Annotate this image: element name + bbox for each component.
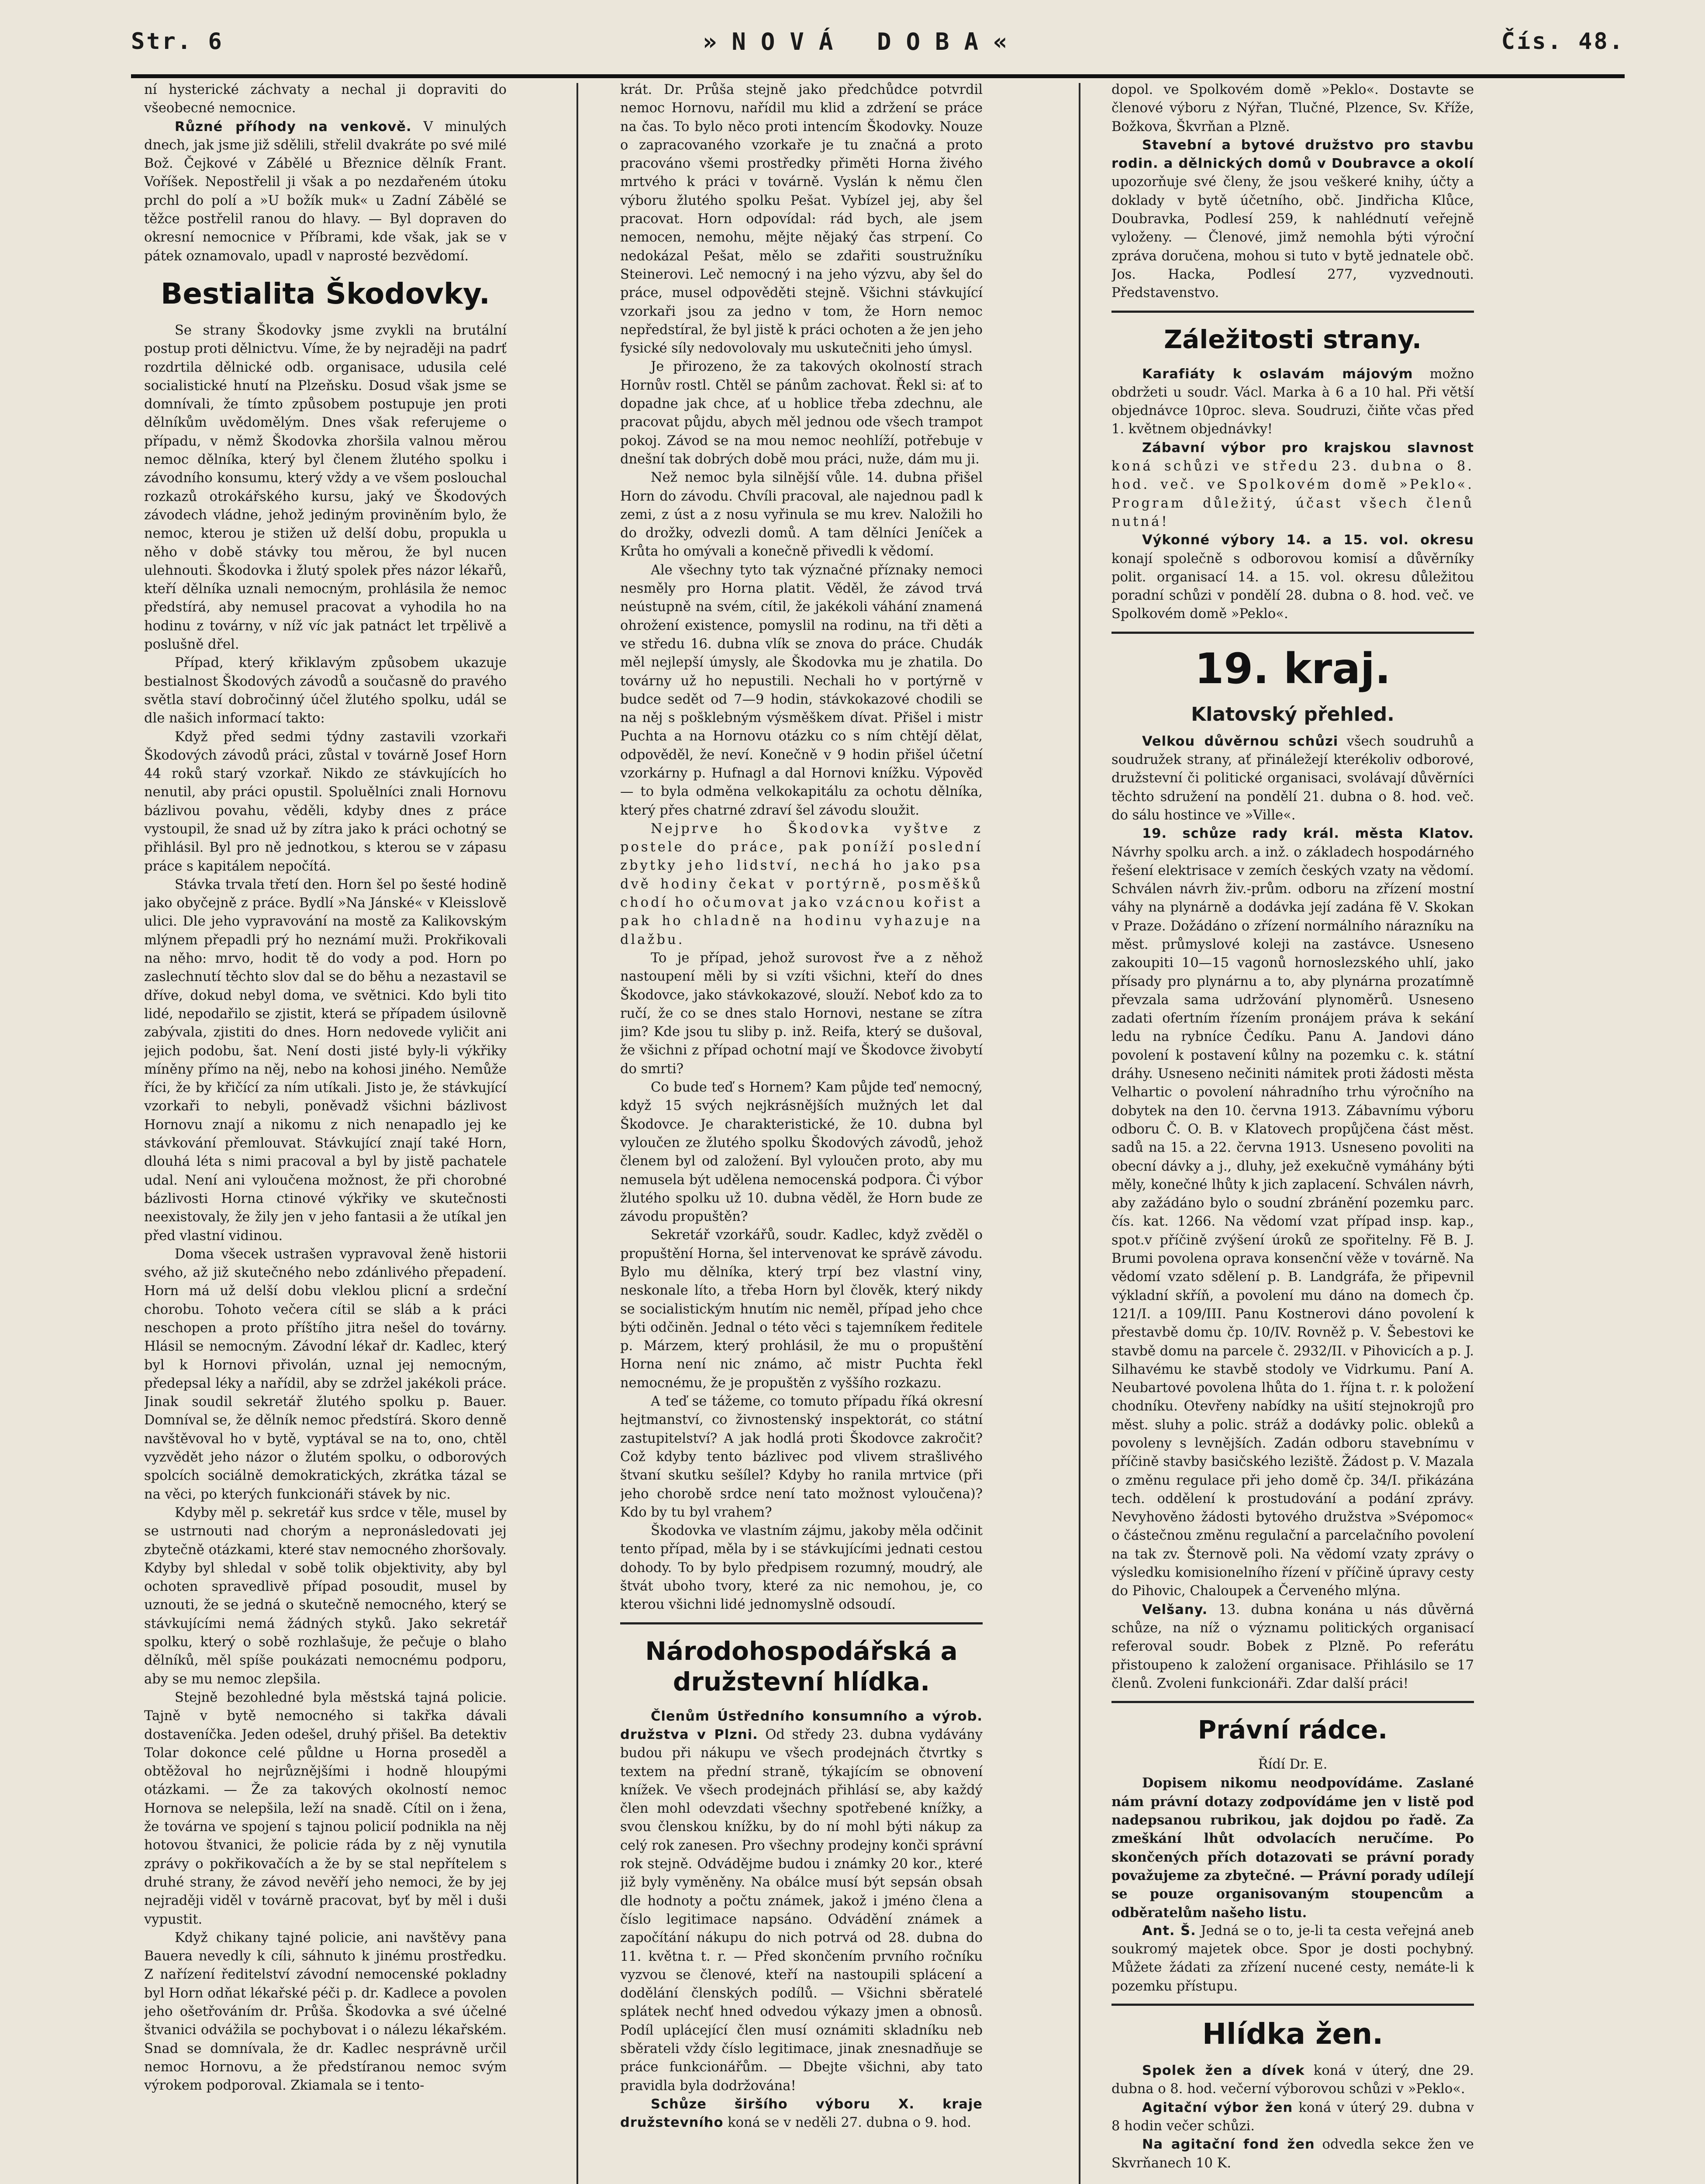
news-item bbox=[1111, 1601, 1474, 1693]
newspaper-title: »NOVÁ DOBA« bbox=[702, 28, 1022, 55]
section-headline: 19. kraj. bbox=[1194, 644, 1391, 693]
item-lead: Stavební a bytové družstvo pro stavbu rodin. a dělnických domů v Doubravce a okolí bbox=[1111, 137, 1474, 172]
issue-number: Čís. 48. bbox=[1501, 28, 1625, 55]
item-text: upozorňuje své členy, že jsou veškeré knihy, účty a doklady v bytě účetního, obč. Jindřicha Klůce, Doubravka, Podlesí 259, k nahlédnutí veřejně vyloženy. — Členové, jimž nemohla býti výroční zpráva doručena, mohou si tuto v bytě jednatele obč. Jos. Hacka, Podlesí 277, vyzvednouti. Představenstvo. bbox=[1111, 174, 1474, 301]
item-lead: Výkonné výbory 14. a 15. vol. okresu bbox=[1142, 532, 1474, 548]
item-lead: Velkou důvěrnou schůzi bbox=[1142, 733, 1339, 749]
column-1 bbox=[144, 81, 507, 2184]
item-lead: Karafiáty k oslavám májovým bbox=[1142, 366, 1413, 382]
paragraph: A teď se tážeme, co tomuto případu říká okresní hejtmanství, co živnostenský inspektorát, co státní zastupitelství? A jak hodlá proti Škodovce zakročit? Což kdyby tento bázlivec pod vlivem strašlivého štvaní skutku sešílel? Kdyby ho ranila mrtvice (při jeho chorobě srdce není tato možnost vyloučena)? Kdo by tu byl vrahem? bbox=[620, 1394, 983, 1520]
page-number: Str. 6 bbox=[131, 28, 224, 55]
section-divider bbox=[1111, 311, 1474, 313]
item-lead: Zábavní výbor pro krajskou slavnost bbox=[1142, 440, 1474, 456]
paragraph: Doma všecek ustrašen vypravoval ženě historii svého, až již skutečného nebo zdánlivého přepadení. Horn má už delší dobu vleklou plicní a srdeční chorobu. Tohoto večera cítil se sláb a k práci neschopen a proto příštího jitra nešel do továrny. Hlásil se nemocným. Závodní lékař dr. Kadlec, který byl k Hornovi přivolán, uznal jej nemocným, předepsal léky a nařídil, aby se zdržel jakékoli práce. Jinak soudil sekretář žlutého spolku p. Bauer. Domníval se, že dělník nemoc předstírá. Skoro denně navštěvoval ho v bytě, vyptával se na to, ono, chtěl vyzvědět jeho názor o žlutém spolku, o odborových spolcích sociálně demokratických, zkrátka tázal se na věci, po kterých funkcionáři stávek by nic. bbox=[144, 1246, 507, 1502]
news-item bbox=[1111, 2099, 1474, 2136]
item-text: možno obdržeti u soudr. Václ. Marka à 6 a 10 hal. Při větší objednávce 10proc. sleva. Soudruzi, čiňte včas před 1. květnem objednávky! bbox=[1111, 366, 1474, 437]
paragraph: Stejně bezohledné byla městská tajná policie. Tajně v bytě nemocného si takřka dávali dostaveníčka. Jeden odešel, druhý přišel. Ba detektiv Tolar dokonce celé půldne u Horna proseděl a obtěžoval ho nejrůznějšími i hodně hloupými otázkami. — Že za takových okolností nemoc Hornova se nelepšila, leží na snadě. Cítil on i žena, že továrna ve spojení s tajnou policií podnikla na něj hotovou štvanici, že policie ráda by z něj vynutila zprávy o pokřikovačích a že by se stal nepřítelem s druhé strany, že závod nevěří jeho nemoci, že by jej nejraději viděl v továrně pracovat, byť by měl i duši vypustit. bbox=[144, 1690, 507, 1927]
paragraph: Když před sedmi týdny zastavili vzorkaři Škodových závodů práci, zůstal v továrně Josef Horn 44 roků starý vzorkař. Nikdo ze stávkujících ho nenutil, aby práci opustil. Spoluělníci znali Hornovu bázlivou povahu, věděli, kdyby dnes z práce vystoupil, že snad už by zítra jako k práci ochotný se přihlásil. Byl pro ně jednotkou, s kterou se v zápasu práce s kapitálem nepočítá. bbox=[144, 729, 507, 874]
item-lead: 19. schůze rady král. města Klatov. bbox=[1142, 826, 1474, 842]
page-header bbox=[131, 9, 1625, 78]
article-headline: Bestialita Škodovky. bbox=[161, 276, 490, 311]
item-text: koná v úterý, dne 29. dubna o 8. hod. večerní výborovou schůzi v »Peklo«. bbox=[1111, 2063, 1474, 2097]
paragraph: Nejprve ho Škodovka vyštve z postele do práce, pak poníží poslední zbytky jeho lidství, nechá ho jako psa dvě hodiny čekat v portýrně, posměšků chodí ho očumovat jako vzácnou kořist a pak ho chladně na hodinu vyhazuje na dlažbu. bbox=[620, 821, 983, 947]
section-headline: Právní rádce. bbox=[1198, 1715, 1388, 1745]
column-3 bbox=[1111, 81, 1474, 2184]
paragraph: krát. Dr. Průša stejně jako předchůdce potvrdil nemoc Hornovu, nařídil mu klid a zdržení se práce na čas. To bylo něco proti intencím Škodovky. Nouze o zapracovaného vzorkaře je tu značná a proto pracováno všemi prostředky přiměti Horna živého mrtvého k práci v továrně. Vyslán k němu člen výboru žlutého spolku Pešat. Vybízel jej, aby šel pracovat. Horn odpovídal: rád bych, ale jsem nemocen, nemohu, mějte nějaký čas strpení. Co nedokázal Pešat, mělo se zdařiti soustružníku Steinerovi. Leč nemocný i na jeho výzvu, aby šel do práce, musel odpověděti stejně. Všichni stávkující vzorkaři jsou za jedno v tom, že Horn nemoc nepředstíral, že byl jistě k práci ochoten a že jen jeho fysické síly nedovolovaly mu uskutečniti jeho úmysl. bbox=[620, 82, 983, 356]
item-text: koná schůzi ve středu 23. dubna o 8. hod. več. ve Spolkovém domě »Peklo«. Program důležitý, účast všech členů nutná! bbox=[1111, 459, 1474, 529]
paragraph: ní hysterické záchvaty a nechal ji dopraviti do všeobecné nemocnice. bbox=[144, 82, 507, 116]
paragraph: Se strany Škodovky jsme zvykli na brutální postup proti dělnictvu. Víme, že by nejraději na padrť rozdrtila dělnické odb. organisace, udusila celé socialistické hnutí na Plzeňsku. Dosud však jsme se domnívali, že tímto způsobem postupuje jen proti dělníkům uvědomělým. Dnes však referujeme o případu, v němž Škodovka zhoršila valnou měrou nemoc dělníka, který byl členem žlutého spolku i závodního konsumu, který vždy a ve všem poslouchal rozkazů otrokářského kursu, jaký ve Škodových závodech vládne, jehož jediným proviněním bylo, že nemoc, kterou je stižen už delší dobu, propukla u něho v době stávky tou měrou, že byl nucen ulehnouti. Škodovka i žlutý spolek přes názor lékařů, kteří dělníka uznali nemocným, prohlásila že nemoc předstírá, aby nemusel pracovat a vyhodila ho na hodinu z továrny, v níž víc jak patnáct let trpělivě a poslušně dřel. bbox=[144, 322, 507, 653]
item-lead: Velšany. bbox=[1142, 1602, 1208, 1617]
paragraph: Stávka trvala třetí den. Horn šel po šesté hodině jako obyčejně z práce. Bydlí »Na Jánské« v Kleisslově ulici. Dle jeho vypravování na mostě za Kalikovským mlýnem přepadli prý ho neznámí muži. Prokřikovali na něho: mrvo, hodit tě do vody a pod. Horn po zaslechnutí těchto slov dal se do běhu a nezastavil se dříve, dokud nebyl doma, ve světnici. Kdo byli tito lidé, nepodařilo se zjistit, která se případem úsilovně zabývala, zjistiti do dnes. Horn nedovede vyličit ani jejich podobu, šat. Není dosti jisté byly-li výkřiky míněny přímo na něj, nebo na kohosi jiného. Nemůže říci, že by křičící za ním utíkali. Jisto je, že stávkující vzorkaři to nebyli, poněvadž všichni bázlivost Hornovu znají a nikomu z nich nenapadlo jej ke stávkování přemlouvat. Stávkující znají také Horn, dlouhá léta s nimi pracoval a byl by jistě pachatele udal. Není ani vyloučena možnost, že při chorobné bázlivosti Horna ctinové výkřiky ve skutečnosti neexistovaly, že žily jen v jeho fantasii a že utíkal jen před vlastní vidinou. bbox=[144, 877, 507, 1244]
news-item bbox=[1111, 733, 1474, 825]
paragraph: Než nemoc byla silnější vůle. 14. dubna přišel Horn do závodu. Chvíli pracoval, ale najednou padl k zemi, z úst a z nosu vyřinula se mu krev. Naložili ho do drožky, odvezli domů. A tam dělníci Jeníček a Krůta ho omývali a konečně přivedli k vědomí. bbox=[620, 470, 983, 560]
item-text: odvedla sekce žen ve Skvrňanech 10 K. bbox=[1111, 2137, 1474, 2171]
section-divider bbox=[1111, 632, 1474, 634]
paragraph: Dopisem nikomu neodpovídáme. Zaslané nám právní dotazy zodpovídáme jen v listě pod nadepsanou rubrikou, jak dojdou po řadě. Za zmeškání lhůt odvolacích neručíme. Po skončených přích dotazovati se právní porady považujeme za zbytečné. — Právní porady udílejí se pouze organisovaným stoupencům a odběratelům našeho listu. bbox=[1111, 1775, 1474, 1921]
paragraph: Kdyby měl p. sekretář kus srdce v těle, musel by se ustrnouti nad chorým a nepronásledovati jej zbytečně otázkami, které stav nemocného zhoršovaly. Kdyby byl shledal v sobě tolik objektivity, aby byl ochoten spravedlivě případ posoudit, musel by uznouti, že se jedná o skutečně nemocného, který se stávkujícími nemá žádných styků. Jako sekretář spolku, který o sobě rozhlašuje, že pečuje o blaho dělníků, měl spíše poukázati nemocnému podporu, aby se mu nemoc zlepšila. bbox=[144, 1505, 507, 1687]
column-divider bbox=[576, 83, 578, 2184]
paragraph: dopol. ve Spolkovém domě »Peklo«. Dostavte se členové výboru z Nýřan, Tlučné, Plzence, Sv. Kříže, Božkova, Škvrňan a Plzně. bbox=[1111, 82, 1474, 135]
item-lead: Ant. Š. bbox=[1142, 1923, 1196, 1939]
news-item bbox=[1111, 825, 1474, 1600]
paragraph: Je přirozeno, že za takových okolností strach Hornův rostl. Chtěl se pánům zachovat. Řekl si: ať to dopadne jak chce, ať u hoblice třeba zdechnu, ale pracovat půjdu, abych měl jednou ode všech trampot pokoj. Závod se na mou nemoc neohlíží, potřebuje v dnešní tak dobrých době mou práci, nuže, dám mu ji. bbox=[620, 359, 983, 467]
item-lead: Spolek žen a dívek bbox=[1142, 2063, 1305, 2079]
paragraph: Případ, který křiklavým způsobem ukazuje bestialnost Škodových závodů a současně do pravého světla staví dobročinný účel žlutého spolku, udál se dle našich informací takto: bbox=[144, 655, 507, 726]
paragraph: Ale všechny tyto tak význačné příznaky nemoci nesměly pro Horna platit. Věděl, že závod trvá neústupně na svém, cítil, že jakékoli váhání znamená ohrožení existence, pomyslil na rodinu, na tři děti a ve středu 16. dubna vlík se znova do práce. Chudák měl nejlepší úmysly, ale Škodovka mu je zhatila. Do továrny už ho nepustili. Nechali ho v portýrně v budce sedět od 7—9 hodin, stávkokazové chodili se na něj s pošklebným výsměškem dívat. Přišel i mistr Puchta a na Hornovu otázku co s ním chtějí dělat, odpověděl, že neví. Konečně v 9 hodin přišel účetní vzorkárny p. Hufnagl a dal Hornovi knížku. Výpověď — to byla odměna velkokapitálu za ochotu dělníka, který přes chatrné zdraví šel závodu sloužit. bbox=[620, 562, 983, 818]
section-editor: Řídí Dr. E. bbox=[1258, 1757, 1328, 1773]
paragraph: Co bude teď s Hornem? Kam půjde teď nemocný, když 15 svých nejkrásnějších mužných let dal Škodovce. Je charakteristické, že 10. dubna byl vyloučen ze žlutého spolku Škodových závodů, jehož členem byl od založení. Byl vyloučen proto, aby mu nemusela být udělena nemocenská podpora. Či výbor žlutého spolku už 10. dubna věděl, že Horn bude ze závodu propuštěn? bbox=[620, 1080, 983, 1225]
paragraph: Sekretář vzorkářů, soudr. Kadlec, když zvěděl o propuštění Horna, šel intervenovat ke správě závodu. Bylo mu dělníka, který trpí bez vlastní viny, neskonale líto, a třeba Horn byl člověk, který nikdy se socialistickým hnutím nic neměl, případ jeho chce býti odčiněn. Jednal o této věci s tajemníkem ředitele p. Márzem, který prohlásil, že mu o propuštění Horna není nic známo, ač mistr Puchta řekl nemocnému, že je propuštěn z vyššího rozkazu. bbox=[620, 1227, 983, 1391]
item-text: V minulých dnech, jak jsme již sdělili, střelil dvakráte po své milé Bož. Čejkové v Zábělé u Březnice dělník Frant. Voříšek. Nepostřelil ji však a po nezdařeném útoku prchl do polí a »U božík muk« u Zadní Zábělé se těžce postřelil ranou do hlavy. — Byl dopraven do okresní nemocnice v Příbrami, kde však, jak se v pátek oznamovalo, upadl v naprosté bezvědomí. bbox=[144, 119, 507, 264]
item-text: koná se v neděli 27. dubna o 9. hod. bbox=[723, 2115, 971, 2131]
news-item bbox=[1111, 531, 1474, 623]
news-item bbox=[1111, 439, 1474, 531]
news-item bbox=[1111, 1922, 1474, 1996]
item-lead: Různé příhody na venkově. bbox=[175, 119, 412, 135]
item-text: 13. dubna konána u nás důvěrná schůze, na níž o významu politických organisací referoval soudr. Bobek z Plzně. Po referátu přistoupeno k založení organisace. Přihlásilo se 17 členů. Zvoleni funkcionáři. Zdar další práci! bbox=[1111, 1602, 1474, 1691]
section-headline: Záležitosti strany. bbox=[1164, 324, 1422, 354]
item-text: Návrhy spolku arch. a inž. o základech hospodárného řešení elektrisace v zemích českých vzaty na vědomí. Schválen návrh živ.-prům. odboru na zřízení mostní váhy na plynárně a dodávka její zadána fě V. Skokan v Praze. Dožádáno o zřízení normálního nárazníku na měst. průmyslové koleji na zastávce. Usneseno zakoupiti 10—15 vagonů hornoslezského uhlí, jako přísady pro plynárnu a to, aby plynárna prozatímně převzala sama udržování plynoměrů. Usneseno zadati ofertním řízením pronájem práva k sekání ledu na rybníce Čedíku. Panu A. Jandovi dáno povolení k postavení kůlny na pozemku c. k. státní dráhy. Usneseno nečiniti námitek proti žádosti města Velhartic o povolení náhradního trhu výročního na dobytek na den 10. června 1913. Zábavnímu výboru odboru Č. O. B. v Klatovech propůjčena část měst. sadů na 15. a 22. června 1913. Usneseno povoliti na obecní dávky a j., dluhy, jež exekučně vymáhány býti měly, konečné lhůty k jich zaplacení. Schválen návrh, aby zažádáno bylo o soudní zbránění pozemku parc. čís. kat. 1266. Na vědomí vzat případ insp. kap., spot.v příčině zvýšení úroků ze spořitelny. Fě B. J. Brumi povolena oprava konsenční věže v továrně. Na vědomí vzato sdělení p. B. Landgráfa, že připevnil výkladní skříň, a povolení mu dáno na domech čp. 121/I. a 109/III. Panu Kostnerovi dáno povolení k přestavbě domu čp. 10/IV. Rovněž p. V. Šebestovi ke stavbě domu na parcele č. 2932/II. v Pihovicích a p. J. Silhavému ke stavbě stodoly ve Vidrkumu. Paní A. Neubartové povolena lhůta do 1. října t. r. k položení chodníku. Otevřeny nabídky na ušití stejnokrojů pro měst. sluhy a polic. stráž a dodávky polic. obleků a povoleny s levnějších. Zadán odboru stavebnímu v příčině stavby basičského leziště. Žádost p. V. Mazala o změnu regulace při jeho domě čp. 34/I. přikázána tech. oddělení k prostudování a podání zprávy. Nevyhověno žádosti bytového družstva »Svépomoc« o částečnou změnu regulační a parcelačního povolení na tak zv. Šternově poli. Na vědomí vzaty zprávy o výsledku komisionelního řízení v příčině úpravy cesty do Pihovic, Chaloupek a Červeného mlýna. bbox=[1111, 844, 1474, 1599]
item-text: konají společně s odborovou komisí a důvěrníky polit. organisací 14. a 15. vol. okresu důležitou poradní schůzi v pondělí 28. dubna o 8. hod. več. ve Spolkovém domě »Peklo«. bbox=[1111, 551, 1474, 622]
section-headline: Hlídka žen. bbox=[1202, 2017, 1384, 2051]
item-lead: Agitační výbor žen bbox=[1142, 2100, 1293, 2115]
item-text: Od středy 23. dubna vydávány budou při nákupu ve všech prodejnách čtvrtky s textem na přední straně, týkajícím se obnovení knížek. Ve všech prodejnách přihlásí se, aby každý člen mohl odevzdati všechny spotřebené knížky, a svou členskou knížku, by do ní mohl býti nákup za celý rok zanesen. Pro všechny prodejny konči správní rok stejně. Odvádějme budou i známky 20 kor., které již byly vyměněny. Na obálce musí být sepsán obsah dle hodnoty a počtu známek, jakož i jméno člena a číslo legitimace napsáno. Odvádění známek a započítání nákupu do nich potrvá od 28. dubna do 11. května t. r. — Před skončením prvního ročníku vyzvou se členové, kteří na nastoupili splácení a dodělání členských podílů. — Všichni sběratelé splátek nechť hned odvedou výkazy jmen a obnosů. Podíl uplácející člen musí oznámiti skladníku neb sběrateli vždy číslo legitimace, jinak znesnadňuje se práce funkcionářům. — Dbejte všichni, aby tato pravidla byla dodržována! bbox=[620, 1727, 983, 2094]
item-lead: Členům Ústředního konsumního a výrob. družstva v Plzni. bbox=[620, 1708, 983, 1742]
column-2 bbox=[620, 81, 983, 2184]
paragraph: To je případ, jehož surovost řve a z něhož nastoupení měli by si vzíti všichni, kteří do dnes Škodovce, jako stávkokazové, slouží. Neboť kdo za to ručí, že co se dnes stalo Hornovi, nestane se zítra jim? Kde jsou tu sliby p. inž. Reifa, který se dušoval, že všichni z případ ochotní mají ve Škodovce živobytí do smrti? bbox=[620, 950, 983, 1077]
paragraph: Škodovka ve vlastním zájmu, jakoby měla odčinit tento případ, měla by i se stávkujícími jednati cestou dohody. To by bylo předpisem rozumný, moudrý, ale štvát uboho tvory, které za nic nemohou, je, co kterou všichni lidé jednomyslně odsoudí. bbox=[620, 1523, 983, 1613]
section-headline: Národohospodářská a družstevní hlídka. bbox=[645, 1636, 958, 1697]
news-item bbox=[1111, 365, 1474, 439]
paragraph: Když chikany tajné policie, ani navštěvy pana Bauera nevedly k cíli, sáhnuto k jinému prostředku. Z nařízení ředitelství závodní nemocenské pokladny byl Horn odňat lékařské péči p. dr. Kadlece a povolen jeho ošetřováním dr. Průša. Škodovka a své účelné štvanici odvážila se pochybovat i o nálezu lékařském. Snad se domnívala, že dr. Kadlec nesprávně určil nemoc Hornovu, a že předstíranou nemoc svým výrokem podporoval. Zkiamala se i tento- bbox=[144, 1930, 507, 2094]
item-lead: Schůze širšího výboru X. kraje družstevního bbox=[620, 2096, 983, 2131]
news-item bbox=[620, 2095, 983, 2132]
section-divider bbox=[1111, 2004, 1474, 2006]
item-text: všech soudruhů a soudružek strany, ať přináležejí kterékoliv odborové, družstevní či politické organisaci, svolávají důvěrníci těchto sdružení na pondělí 21. dubna o 8. hod. več. do sálu hostince ve »Ville«. bbox=[1111, 733, 1474, 823]
news-item bbox=[1111, 2062, 1474, 2099]
section-divider bbox=[1111, 1701, 1474, 1703]
section-subheadline: Klatovský přehled. bbox=[1191, 703, 1394, 726]
item-lead: Na agitační fond žen bbox=[1142, 2137, 1315, 2153]
item-text: koná v úterý 29. dubna v 8 hodin večer schůzi. bbox=[1111, 2100, 1474, 2134]
news-item bbox=[620, 1707, 983, 2095]
news-item bbox=[144, 118, 507, 266]
column-divider bbox=[1079, 83, 1080, 2184]
news-item bbox=[1111, 2136, 1474, 2173]
news-item bbox=[1111, 136, 1474, 303]
section-divider bbox=[620, 1622, 983, 1624]
item-text: Jedná se o to, je-li ta cesta veřejná aneb soukromý majetek obce. Spor je dosti pochybný. Můžete žádati za zřízení nucené cesty, nemáte-li k pozemku přístupu. bbox=[1111, 1923, 1474, 1994]
